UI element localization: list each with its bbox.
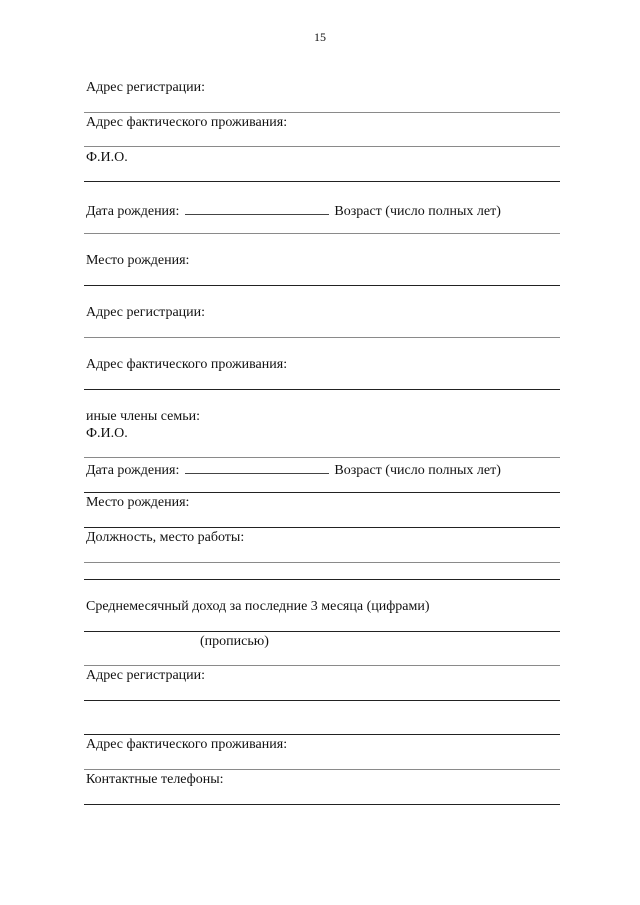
position-line-1[interactable] (84, 562, 560, 563)
actual-address-line-3[interactable] (84, 769, 560, 770)
fio-line[interactable] (84, 181, 560, 182)
actual-address-line[interactable] (84, 146, 560, 147)
birth-date-label: Дата рождения: (86, 204, 180, 219)
reg-address-line-3b[interactable] (84, 734, 560, 735)
actual-address-label-2: Адрес фактического проживания: (86, 357, 288, 372)
fio-label-3: Ф.И.О. (86, 426, 128, 441)
birth-date-line[interactable] (84, 233, 560, 234)
phones-label: Контактные телефоны: (86, 772, 224, 787)
fio-label: Ф.И.О. (86, 150, 128, 165)
birth-date-line-3[interactable] (84, 492, 560, 493)
reg-address-label-3: Адрес регистрации: (86, 668, 206, 683)
birth-place-line[interactable] (84, 285, 560, 286)
income-line[interactable] (84, 631, 560, 632)
actual-address-label-3: Адрес фактического проживания: (86, 737, 288, 752)
reg-address-line-3[interactable] (84, 700, 560, 701)
age-label-3: Возраст (число полных лет) (334, 463, 501, 478)
other-family-heading: иные члены семьи: (86, 409, 200, 424)
birth-date-field-3[interactable] (185, 460, 329, 474)
reg-address-line-2[interactable] (84, 337, 560, 338)
actual-address-line-2[interactable] (84, 389, 560, 390)
birth-place-label: Место рождения: (86, 253, 190, 268)
income-label: Среднемесячный доход за последние 3 месяца (цифрами) (86, 599, 430, 614)
birth-date-field[interactable] (185, 201, 329, 215)
reg-address-label: Адрес регистрации: (86, 80, 206, 95)
phones-line[interactable] (84, 804, 560, 805)
birth-date-row (86, 201, 501, 220)
fio-line-3[interactable] (84, 457, 560, 458)
actual-address-label: Адрес фактического проживания: (86, 115, 288, 130)
position-line-2[interactable] (84, 579, 560, 580)
position-label: Должность, место работы: (86, 530, 245, 545)
income-words-label: (прописью) (200, 634, 269, 649)
page-number: 15 (314, 30, 326, 44)
age-label: Возраст (число полных лет) (334, 204, 501, 219)
income-words-line[interactable] (84, 665, 560, 666)
birth-date-row-3 (86, 460, 501, 479)
reg-address-label-2: Адрес регистрации: (86, 305, 206, 320)
reg-address-line[interactable] (84, 112, 560, 113)
birth-date-label-3: Дата рождения: (86, 463, 180, 478)
birth-place-label-3: Место рождения: (86, 495, 190, 510)
birth-place-line-3[interactable] (84, 527, 560, 528)
